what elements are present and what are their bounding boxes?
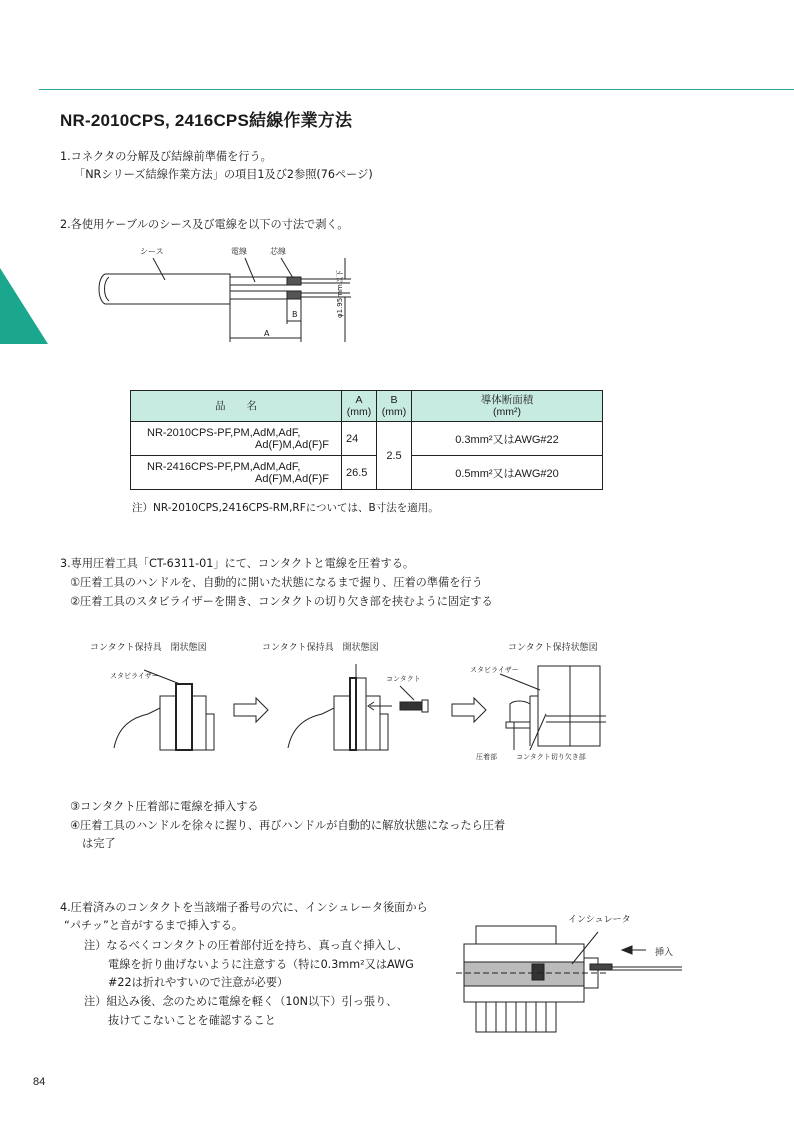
- table-note: 注）NR-2010CPS,2416CPS-RM,RFについては、B寸法を適用。: [132, 502, 439, 514]
- step4-heading: 4.圧着済みのコンタクトを当該端子番号の穴に、インシュレータ後面から: [60, 901, 428, 914]
- page-title: NR-2010CPS, 2416CPS結線作業方法: [60, 111, 353, 130]
- label-wire: 電線: [231, 247, 247, 256]
- row2-area: 0.5mm²又はAWG#20: [412, 456, 603, 490]
- page-number: 84: [33, 1076, 46, 1088]
- table-row: [131, 456, 603, 490]
- row2-a: 26.5: [342, 456, 377, 490]
- step4-note1c: #22は折れやすいので注意が必要）: [108, 976, 289, 989]
- insulator-insertion-diagram: [456, 918, 688, 1036]
- caption-open: コンタクト保持具 開状態図: [262, 643, 379, 653]
- label-sheath: シース: [140, 247, 164, 256]
- cable-strip-diagram: [95, 244, 365, 348]
- step2-heading: 2.各使用ケーブルのシース及び電線を以下の寸法で剥く。: [60, 218, 349, 231]
- strip-dimension-table: [130, 390, 603, 490]
- step4-note2a: 注）組込み後、念のために電線を軽く（10N以下）引っ張り、: [84, 995, 398, 1008]
- step3-sub3: ③コンタクト圧着部に電線を挿入する: [70, 800, 259, 813]
- caption-closed: コンタクト保持具 閉状態図: [90, 643, 207, 653]
- step3-sub4b: は完了: [82, 837, 116, 850]
- step3-sub1: ①圧着工具のハンドルを、自動的に開いた状態になるまで握り、圧着の準備を行う: [70, 576, 483, 589]
- label-dim-a: A: [264, 329, 270, 338]
- label-contact-notch: コンタクト切り欠き部: [516, 753, 586, 761]
- label-dim-b: B: [292, 310, 298, 319]
- row1-a: 24: [342, 422, 377, 456]
- th-b: B (mm): [377, 391, 412, 422]
- th-name: 品 名: [131, 391, 342, 422]
- label-core: 芯線: [270, 247, 286, 256]
- label-contact: コンタクト: [386, 675, 421, 683]
- step4-note1a: 注）なるべくコンタクトの圧着部付近を持ち、真っ直ぐ挿入し、: [84, 939, 408, 952]
- step4-note2b: 抜けてこないことを確認すること: [108, 1014, 276, 1027]
- label-stabilizer-2: スタビライザー: [470, 666, 519, 674]
- label-diameter: φ1.95mm以下: [336, 270, 344, 318]
- step3-heading: 3.専用圧着工具「CT-6311-01」にて、コンタクトと電線を圧着する。: [60, 557, 415, 570]
- row1-area: 0.3mm²又はAWG#22: [412, 422, 603, 456]
- label-insert: 挿入: [655, 948, 674, 958]
- table-row: [131, 422, 603, 456]
- step4-line2: “パチッ”と音がするまで挿入する。: [64, 919, 244, 932]
- step4-note1b: 電線を折り曲げないように注意する（特に0.3mm²又はAWG: [108, 958, 414, 971]
- row1-name: NR-2010CPS-PF,PM,AdM,AdF, Ad(F)M,Ad(F)F: [131, 422, 342, 456]
- label-stabilizer: スタビライザー: [110, 672, 159, 680]
- label-insulator: インシュレータ: [568, 915, 631, 925]
- caption-held: コンタクト保持状態図: [508, 643, 598, 653]
- row2-name: NR-2416CPS-PF,PM,AdM,AdF, Ad(F)M,Ad(F)F: [131, 456, 342, 490]
- header-rule: [39, 89, 794, 90]
- step3-sub2: ②圧着工具のスタビライザーを開き、コンタクトの切り欠き部を挟むように固定する: [70, 595, 493, 608]
- th-area: 導体断面積 (mm²): [412, 391, 603, 422]
- step3-sub4a: ④圧着工具のハンドルを徐々に握り、再びハンドルが自動的に解放状態になったら圧着: [70, 819, 506, 832]
- section-tab-marker: [0, 268, 48, 344]
- b-shared: 2.5: [377, 422, 412, 490]
- label-crimp-part: 圧着部: [476, 753, 497, 761]
- step1-reference: 「NRシリーズ結線作業方法」の項目1及び2参照(76ページ): [74, 168, 373, 181]
- step1-heading: 1.コネクタの分解及び結線前準備を行う。: [60, 150, 272, 163]
- crimp-tool-diagram: [100, 656, 620, 766]
- th-a: A (mm): [342, 391, 377, 422]
